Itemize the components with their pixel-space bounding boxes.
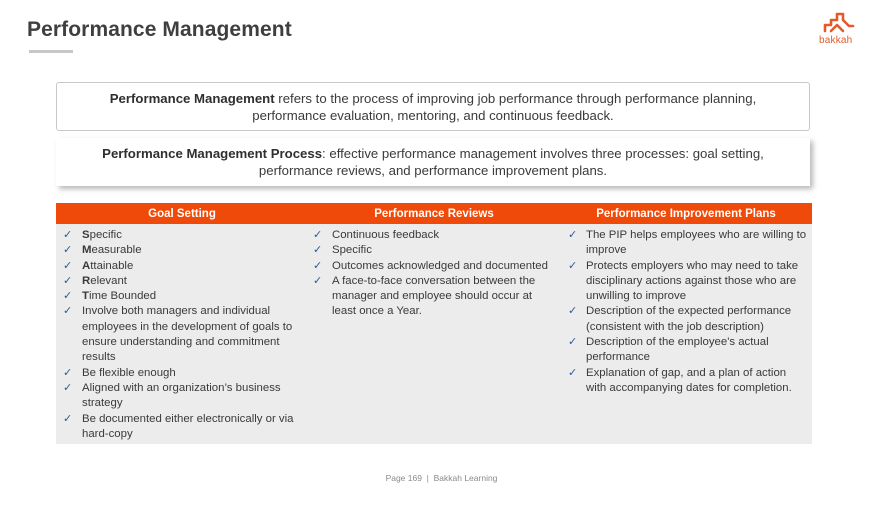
acronym-letter: A: [82, 259, 91, 272]
list-item: [560, 228, 812, 259]
item-text: A face-to-face conversation between the manager and employee should occur at least once a Year.: [332, 274, 536, 318]
list-item: [56, 304, 308, 365]
list-item: [56, 289, 308, 304]
check-icon: ✓: [63, 381, 73, 394]
item-text: pecific: [89, 229, 122, 241]
definition-term: Performance Management: [109, 90, 275, 106]
check-icon: ✓: [568, 305, 578, 318]
check-icon: ✓: [568, 336, 578, 349]
list-item: [56, 366, 308, 381]
list-item: [56, 381, 308, 412]
process-paragraph: [74, 145, 792, 179]
item-text: Explanation of gap, and a plan of action with accompanying dates for completion.: [586, 366, 792, 394]
item-text: Be flexible enough: [82, 366, 176, 379]
item-text: elevant: [90, 274, 127, 287]
item-text: ime Bounded: [88, 290, 157, 303]
item-text: Aligned with an organization’s business strategy: [82, 381, 281, 410]
check-icon: ✓: [568, 366, 578, 379]
list-item: [56, 243, 308, 258]
process-text: : effective performance management involves three processes: goal setting, performance reviews, and performance improvement plans.: [258, 146, 764, 178]
item-text: The PIP helps employees who are willing to improve: [586, 229, 807, 257]
performance-reviews-list: [308, 228, 560, 320]
list-item: [308, 243, 560, 258]
item-text: Continuous feedback: [332, 229, 440, 241]
list-item: [56, 228, 308, 243]
item-text: Be documented either electronically or via hard-copy: [82, 412, 294, 440]
list-item: [56, 412, 308, 443]
bakkah-logo: [815, 10, 863, 48]
check-icon: ✓: [568, 229, 578, 241]
check-icon: ✓: [63, 305, 73, 318]
improvement-plans-list: [560, 228, 812, 396]
acronym-letter: S: [82, 229, 90, 241]
item-text: Description of the employee's actual performance: [586, 336, 769, 364]
item-text: easurable: [91, 244, 142, 257]
item-text: Specific: [332, 244, 372, 257]
header-performance-reviews: Performance Reviews: [374, 207, 494, 220]
check-icon: ✓: [313, 229, 323, 241]
check-icon: ✓: [313, 259, 323, 272]
page-footer: Page 169 | Bakkah Learning: [385, 473, 498, 483]
item-text: Involve both managers and individual employees in the development of goals to ensure understanding and commitment results: [82, 305, 293, 364]
list-item: [560, 366, 812, 397]
item-text: ttainable: [90, 259, 134, 272]
acronym-letter: T: [82, 290, 89, 303]
header-improvement-plans: Performance Improvement Plans: [596, 207, 776, 220]
process-term: Performance Management Process: [102, 146, 323, 161]
logo-text: bakkah: [819, 35, 853, 46]
list-item: [308, 259, 560, 274]
process-table: [56, 203, 812, 444]
goal-setting-column: [56, 228, 308, 442]
check-icon: ✓: [313, 244, 323, 257]
bakkah-logo-icon: [821, 10, 857, 34]
check-icon: ✓: [63, 244, 73, 257]
item-text: Outcomes acknowledged and documented: [332, 259, 548, 272]
list-item: [308, 228, 560, 243]
table-body: [56, 224, 812, 442]
acronym-letter: R: [82, 274, 91, 287]
list-item: [560, 259, 812, 305]
check-icon: ✓: [63, 274, 73, 287]
check-icon: ✓: [63, 290, 73, 303]
item-text: Description of the expected performance (consistent with the job description): [586, 305, 792, 333]
goal-setting-list: [56, 228, 308, 442]
check-icon: ✓: [63, 412, 73, 425]
definition-box: [56, 82, 810, 131]
definition-paragraph: [75, 90, 791, 124]
list-item: [308, 274, 560, 320]
check-icon: ✓: [63, 229, 73, 241]
performance-reviews-column: [308, 228, 560, 442]
title-underline: [29, 50, 73, 53]
check-icon: ✓: [63, 259, 73, 272]
item-text: Protects employers who may need to take disciplinary actions against those who are unwilling to improve: [586, 259, 799, 303]
list-item: [560, 304, 812, 335]
header-goal-setting: Goal Setting: [148, 207, 216, 220]
improvement-plans-column: [560, 228, 812, 442]
check-icon: ✓: [568, 259, 578, 272]
definition-text: refers to the process of improving job performance through performance planning, performance evaluation, mentoring, and continuous feedback.: [252, 90, 757, 123]
list-item: [560, 335, 812, 366]
check-icon: ✓: [313, 274, 323, 287]
check-icon: ✓: [63, 366, 73, 379]
list-item: [56, 274, 308, 289]
table-header: [56, 203, 812, 224]
page-title: Performance Management: [27, 18, 292, 41]
list-item: [56, 259, 308, 274]
acronym-letter: M: [82, 244, 92, 257]
process-box: [56, 138, 810, 186]
